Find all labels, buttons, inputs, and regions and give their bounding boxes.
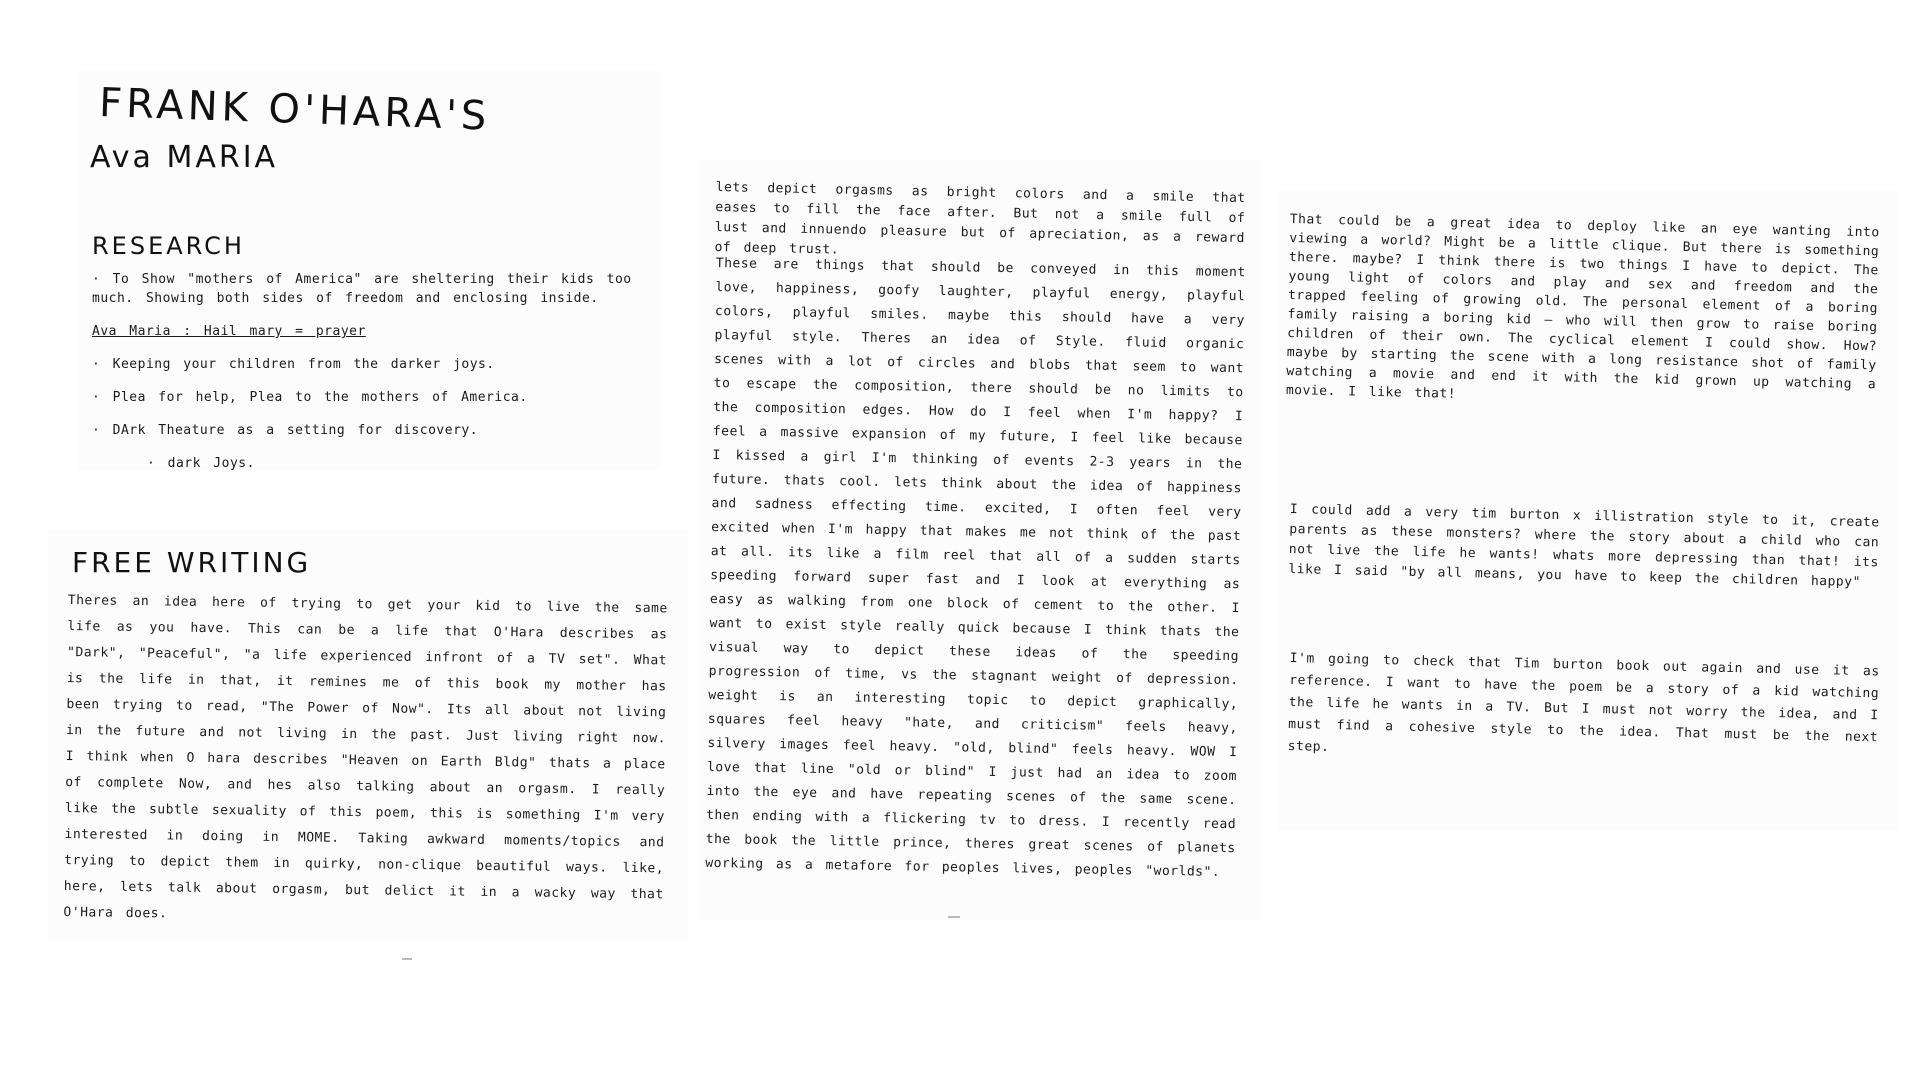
research-bullet: · To Show "mothers of America" are sheltering their kids too much. Showing both sides of freedom and enclosing inside. (92, 272, 632, 306)
research-bullet: · Plea for help, Plea to the mothers of America. (92, 390, 528, 405)
middle-paragraph-2: These are things that should be conveyed in this moment love, happiness, goofy laughter, playful energy, playful colors, playful smiles. maybe this should have a very playful style. Theres an idea of Style. fluid organic scenes with a lot of circles and blobs that seem to want to escape the composition, there should be no limits to the composition edges. How do I feel when I'm happy? I feel a massive expansion of my future, I feel like because I kissed a girl I'm thinking of events 2-3 years in the future. thats cool. lets think about the idea of happiness and sadness effecting time. excited, I often feel very excited when I'm happy that makes me not think of the past at all. its like a film reel that all of a sudden starts speeding forward super fast and I look at everything as easy as walking from one block of cement to the other. I want to exist style really quick because I think thats the visual way to depict these ideas of the speeding progression of time, vs the stagnant weight of depression. weight is an interesting topic to depict graphically, squares feel heavy "hate, and criticism" feels heavy, silvery images feel heavy. "old, blind" feels heavy. WOW I love that line "old or blind" I just had an idea to zoom into the eye and have repeating scenes of the same scene. then ending with a flickering tv to dress. I recently read the book the little prince, theres great scenes of planets working as a metafore for peoples lives, peoples "worlds". (705, 255, 1246, 880)
research-bullet: · dark Joys. (147, 456, 255, 471)
right-paragraph-3: I'm going to check that Tim burton book out again and use it as reference. I want to have the poem be a story of a kid watching the life he wants in a TV. But I must not worry the idea, and I must find a cohesive style to the idea. That must be the next step. (1287, 650, 1880, 755)
research-bullet: · DArk Theature as a setting for discovery. (92, 423, 479, 438)
smudge-mark (402, 958, 412, 960)
research-heading: RESEARCH (92, 232, 245, 260)
research-list (92, 270, 672, 487)
middle-paragraph-1: lets depict orgasms as bright colors and a smile that eases to fill the face after. But not a smile full of lust and innuendo pleasure but of apreciation, as a reward of deep trust. (714, 179, 1246, 258)
right-paragraph-2: I could add a very tim burton x illistration style to it, create parents as these monsters? where the story about a child who can not live the life he wants! whats more depressing than that! its like I said "by all means, you have to keep the children happy" (1288, 501, 1880, 590)
smudge-mark (948, 916, 960, 918)
page-subtitle: Ava MARIA (90, 140, 279, 175)
page-title: FRANK O'HARA'S (98, 80, 492, 140)
research-bullet: Ava Maria : Hail mary = prayer (92, 324, 366, 339)
research-bullet: · Keeping your children from the darker joys. (92, 357, 495, 372)
right-paragraph-1: That could be a great idea to deploy like an eye wanting into viewing a world? Might be a little clique. But there is something there. maybe? I think there is two things I have to depict. The young light of colors and play and sex and freedom and the trapped feeling of growing old. The personal element of a boring family raising a boring kid — who will then grow to raise boring children of their own. The cyclical element I could show. How? maybe by starting the scene with a long resistance shot of family watching a movie and end it with the kid grown up watching a movie. I like that! (1285, 211, 1880, 402)
free-writing-text: Theres an idea here of trying to get your kid to live the same life as you have. This can be a life that O'Hara describes as "Dark", "Peaceful", "a life experienced infront of a TV set". What is the life in that, it remines me of this book my mother has been trying to read, "The Power of Now". Its all about not living in the future and not living in the past. Just living right now. I think when O hara describes "Heaven on Earth Bldg" thats a place of complete Now, and hes also talking about an orgasm. I really like the subtle sexuality of this poem, this is something I'm very interested in doing in MOME. Taking awkward moments/topics and trying to depict them in quirky, non-clique beautiful ways. like, here, lets talk about orgasm, but delict it in a wacky way that O'Hara does. (63, 592, 668, 922)
free-writing-heading: FREE WRITING (72, 546, 312, 579)
